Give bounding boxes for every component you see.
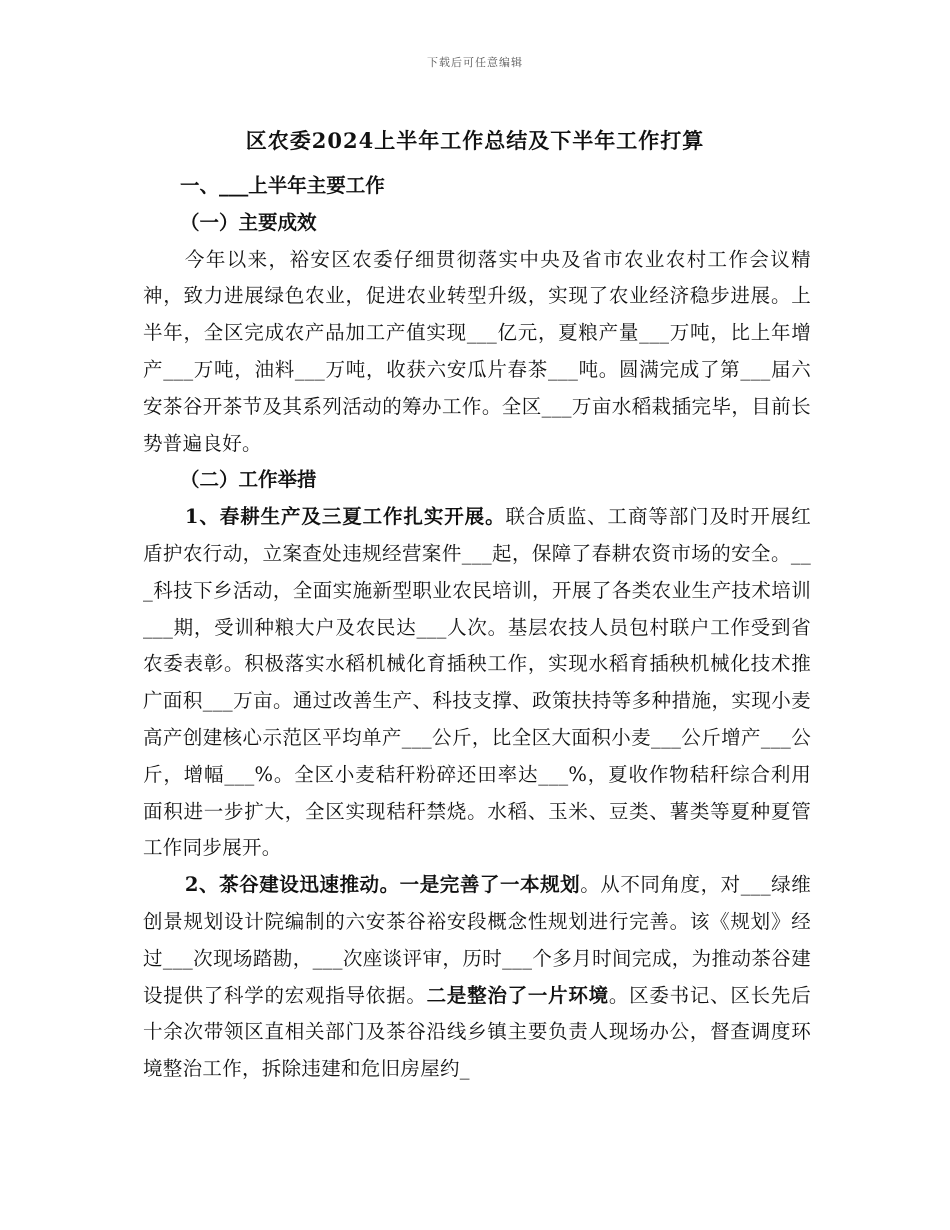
- item-2-point-2-lead: 二是整治了一片环境: [426, 983, 609, 1007]
- paragraph-spring-farming: [143, 499, 811, 867]
- document-title: 区农委2024上半年工作总结及下半年工作打算: [245, 128, 705, 153]
- item-1-text: 联合质监、工商等部门及时开展红盾护农行动，立案查处违规经营案件___起，保障了春耕农资市场的安全。___科技下乡活动，全面实施新型职业农民培训，开展了各类农业生产技术培训___期，受训种粮大户及农民达___人次。基层农技人员包村联户工作受到省农委表彰。积极落实水稻机械化育插秧工作，实现水稻育插秧机械化技术推广面积___万亩。通过改善生产、科技支撑、政策扶持等多种措施，实现小麦高产创建核心示范区平均单产___公斤，比全区大面积小麦___公斤增产___公斤，增幅___%。全区小麦秸秆粉碎还田率达___%，夏收作物秸秆综合利用面积进一步扩大，全区实现秸秆禁烧。水稻、玉米、豆类、薯类等夏种夏管工作同步展开。: [143, 505, 811, 860]
- page-header-note: 下载后可任意编辑: [427, 56, 523, 69]
- item-1-lead: 1、春耕生产及三夏工作扎实开展。: [184, 505, 506, 529]
- item-2-point-2-text: 。区委书记、区长先后十余次带领区直相关部门及茶谷沿线乡镇主要负责人现场办公，督查调度环境整治工作，拆除违建和危旧房屋约_: [143, 983, 811, 1081]
- subsection-heading-measures: （二）工作举措: [180, 468, 317, 492]
- item-2-point-1-text: 。从不同角度，对___绿维创景规划设计院编制的六安茶谷裕安段概念性规划进行完善。该《规划》经过___次现场踏勘，___次座谈评审，历时___个多月时间完成，为推动茶谷建设提供了科学的宏观指导依据。: [143, 873, 811, 1007]
- document-body: [143, 168, 811, 1088]
- item-2-lead: 2、茶谷建设迅速推动。: [184, 873, 400, 897]
- paragraph-achievements: 今年以来，裕安区农委仔细贯彻落实中央及省市农业农村工作会议精神，致力进展绿色农业，促进农业转型升级，实现了农业经济稳步进展。上半年，全区完成农产品加工产值实现___亿元，夏粮产量___万吨，比上年增产___万吨，油料___万吨，收获六安瓜片春茶___吨。圆满完成了第___届六安茶谷开茶节及其系列活动的筹办工作。全区___万亩水稻栽插完毕，目前长势普遍良好。: [143, 247, 811, 455]
- paragraph-tea-valley: [143, 867, 811, 1088]
- item-2-point-1-lead: 一是完善了一本规划: [399, 873, 581, 897]
- subsection-heading-achievements: （一）主要成效: [180, 210, 317, 234]
- section-heading-1: 一、___上半年主要工作: [180, 174, 385, 197]
